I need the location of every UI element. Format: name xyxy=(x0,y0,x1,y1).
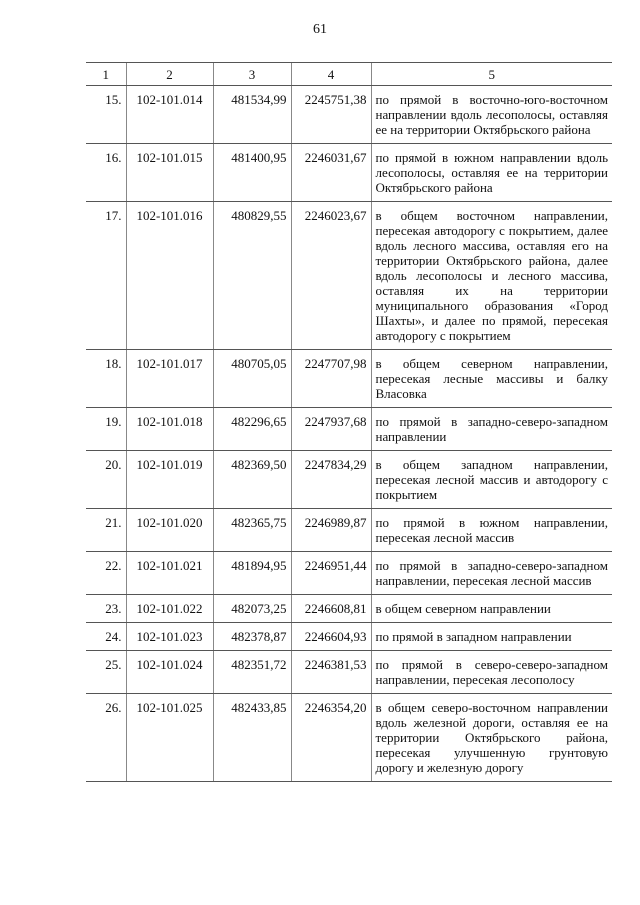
coordinate-y: 2246951,44 xyxy=(291,552,371,595)
coordinate-y: 2247937,68 xyxy=(291,408,371,451)
coordinate-x: 480705,05 xyxy=(213,350,291,408)
table-row xyxy=(86,408,612,451)
coordinate-y: 2247834,29 xyxy=(291,451,371,509)
coordinate-y: 2246023,67 xyxy=(291,202,371,350)
page-number: 61 xyxy=(313,22,327,37)
point-code: 102-101.022 xyxy=(126,595,213,623)
table-row xyxy=(86,694,612,782)
boundary-description: в общем северном направлении xyxy=(371,595,612,623)
coordinate-x: 480829,55 xyxy=(213,202,291,350)
boundary-description: в общем западном направлении, пересекая лесной массив и автодорогу с покрытием xyxy=(371,451,612,509)
row-number: 20. xyxy=(86,451,126,509)
table-row xyxy=(86,86,612,144)
table-row xyxy=(86,350,612,408)
point-code: 102-101.023 xyxy=(126,623,213,651)
coordinate-y: 2246989,87 xyxy=(291,509,371,552)
table-header-row xyxy=(86,63,612,86)
coordinate-x: 482365,75 xyxy=(213,509,291,552)
coordinate-y: 2246354,20 xyxy=(291,694,371,782)
point-code: 102-101.016 xyxy=(126,202,213,350)
point-code: 102-101.015 xyxy=(126,144,213,202)
coordinate-y: 2246031,67 xyxy=(291,144,371,202)
row-number: 15. xyxy=(86,86,126,144)
coordinate-x: 482296,65 xyxy=(213,408,291,451)
point-code: 102-101.014 xyxy=(126,86,213,144)
table-row xyxy=(86,202,612,350)
row-number: 26. xyxy=(86,694,126,782)
boundary-description: по прямой в южном направлении, пересекая лесной массив xyxy=(371,509,612,552)
boundary-description: по прямой в восточно-юго-восточном направлении вдоль лесополосы, оставляя ее на территории Октябрьского района xyxy=(371,86,612,144)
boundary-description: в общем северном направлении, пересекая лесные массивы и балку Власовка xyxy=(371,350,612,408)
header-col-4: 4 xyxy=(291,63,371,86)
coordinate-x: 482369,50 xyxy=(213,451,291,509)
point-code: 102-101.020 xyxy=(126,509,213,552)
point-code: 102-101.017 xyxy=(126,350,213,408)
point-code: 102-101.018 xyxy=(126,408,213,451)
coordinate-y: 2246608,81 xyxy=(291,595,371,623)
coordinate-y: 2246381,53 xyxy=(291,651,371,694)
coordinate-y: 2246604,93 xyxy=(291,623,371,651)
row-number: 23. xyxy=(86,595,126,623)
table-row xyxy=(86,623,612,651)
row-number: 25. xyxy=(86,651,126,694)
coordinate-x: 482433,85 xyxy=(213,694,291,782)
row-number: 16. xyxy=(86,144,126,202)
point-code: 102-101.025 xyxy=(126,694,213,782)
header-col-3: 3 xyxy=(213,63,291,86)
coordinate-y: 2247707,98 xyxy=(291,350,371,408)
boundary-table xyxy=(86,62,612,782)
row-number: 22. xyxy=(86,552,126,595)
header-col-2: 2 xyxy=(126,63,213,86)
coordinate-x: 481894,95 xyxy=(213,552,291,595)
coordinate-x: 482351,72 xyxy=(213,651,291,694)
row-number: 18. xyxy=(86,350,126,408)
table-row xyxy=(86,552,612,595)
boundary-description: по прямой в северо-северо-западном направлении, пересекая лесополосу xyxy=(371,651,612,694)
boundary-description: в общем восточном направлении, пересекая автодорогу с покрытием, далее вдоль лесного массива, оставляя его на территории Октябрьского района, далее вдоль лесополосы и лесного массива, оставляя их на территории муниципального образования «Город Шахты», и далее по прямой, пересекая автодорогу с покрытием xyxy=(371,202,612,350)
table-row xyxy=(86,509,612,552)
boundary-description: по прямой в западно-северо-западном направлении, пересекая лесной массив xyxy=(371,552,612,595)
row-number: 21. xyxy=(86,509,126,552)
point-code: 102-101.024 xyxy=(126,651,213,694)
header-col-5: 5 xyxy=(371,63,612,86)
row-number: 19. xyxy=(86,408,126,451)
boundary-description: по прямой в западном направлении xyxy=(371,623,612,651)
table-row xyxy=(86,451,612,509)
boundary-description: по прямой в южном направлении вдоль лесополосы, оставляя ее на территории Октябрьского района xyxy=(371,144,612,202)
point-code: 102-101.019 xyxy=(126,451,213,509)
table-row xyxy=(86,595,612,623)
row-number: 17. xyxy=(86,202,126,350)
boundary-description: по прямой в западно-северо-западном направлении xyxy=(371,408,612,451)
coordinate-x: 481400,95 xyxy=(213,144,291,202)
table-row xyxy=(86,144,612,202)
row-number: 24. xyxy=(86,623,126,651)
boundary-description: в общем северо-восточном направлении вдоль железной дороги, оставляя ее на территории Октябрьского района, пересекая улучшенную грунтовую дорогу и железную дорогу xyxy=(371,694,612,782)
point-code: 102-101.021 xyxy=(126,552,213,595)
coordinate-x: 481534,99 xyxy=(213,86,291,144)
table-row xyxy=(86,651,612,694)
coordinate-x: 482073,25 xyxy=(213,595,291,623)
coordinate-y: 2245751,38 xyxy=(291,86,371,144)
coordinate-x: 482378,87 xyxy=(213,623,291,651)
table-body xyxy=(86,86,612,782)
header-col-1: 1 xyxy=(86,63,126,86)
